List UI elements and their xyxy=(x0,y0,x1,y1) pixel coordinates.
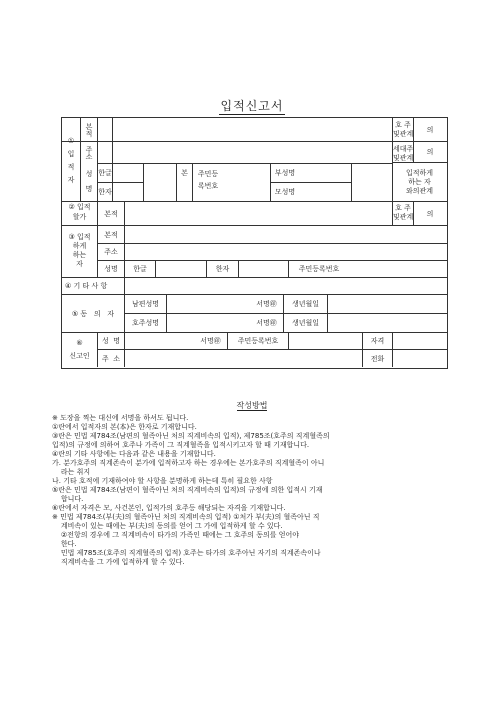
sec5-sign-2: 서명㊞ xyxy=(256,319,277,327)
sec2-bonjeok-label: 본적 xyxy=(104,209,118,218)
sec5-label: ⑤ 동 의 자 xyxy=(71,309,115,318)
sec1-jumin-label-1: 주민등 xyxy=(197,170,219,178)
sec5-wife-label: 호주성명 xyxy=(131,319,160,327)
sec1-hangeul-label: 한글 xyxy=(98,169,112,177)
sec3-jumin-label: 주민등록번호 xyxy=(298,265,340,273)
sec1-label-3: 자 xyxy=(67,176,75,184)
sec1-hoju-rel-1: 호 주 xyxy=(395,121,411,129)
instruction-line: ②전항의 경우에 그 직계비속이 타가의 가족인 때에는 그 호주의 동의를 얻어야 xyxy=(52,531,300,539)
sec3-bonjeok-label: 본적 xyxy=(104,230,118,239)
sec2-label-1: ② 입적 xyxy=(68,203,91,211)
sec1-father-label: 부성명 xyxy=(274,169,296,177)
sec1-ipjeok-rel-1: 입적하게 xyxy=(405,169,434,177)
sec6-jumin-label: 주민등록번호 xyxy=(237,337,279,345)
instruction-line: 라는 취지 xyxy=(52,468,91,476)
sec6-label: 신고인 xyxy=(69,352,90,360)
instruction-line: ⑥란에서 자격은 모, 사건본인, 입적가의 호주등 해당되는 자격을 기재합니다. xyxy=(52,504,286,512)
instructions-heading: 작성방법 xyxy=(236,401,268,410)
sec6-sign: 서명㊞ xyxy=(200,337,221,345)
sec1-label-1: 입 xyxy=(67,150,75,158)
sec6-jagyeok-label: 자격 xyxy=(370,337,385,345)
sec1-name-label-1: 성 xyxy=(85,170,93,178)
sec1-mother-label: 모성명 xyxy=(274,188,296,196)
sec6-name-label: 성 명 xyxy=(102,337,120,345)
instruction-line: 민법 제785조(호주의 직계혈족의 입적) 호주는 타가의 호주아닌 자기의 직계존속이나 xyxy=(52,549,321,557)
sec3-label-1: ③ 입적 xyxy=(68,233,91,241)
instruction-line: 합니다. xyxy=(52,495,84,503)
sec2-hoju-rel-2: 및관계 xyxy=(393,213,414,221)
sec3-juso-label: 주소 xyxy=(104,248,118,256)
sec5-sign-1: 서명㊞ xyxy=(256,300,277,308)
sec6-juso-label: 주 소 xyxy=(102,354,120,363)
sec1-sedae-rel-1: 세대주 xyxy=(393,145,414,153)
instruction-line: 계비속이 있는 때에는 부(夫)의 동의를 얻어 그 가에 입적하게 할 수 있다. xyxy=(52,522,283,530)
instruction-line: ⑤란은 민법 제784조(남편이 혈족아닌 처의 직계비속의 입적)의 규정에 의한 입적시 기재 xyxy=(52,486,323,494)
sec5-birth-1: 생년월일 xyxy=(291,300,320,308)
instruction-line: 가. 분가호주의 직계존속이 분가에 입적하고자 하는 경우에는 본가호주의 직계혈족이 아니 xyxy=(52,459,325,467)
sec3-label-4: 자 xyxy=(76,260,83,268)
sec6-phone-label: 전화 xyxy=(370,354,385,363)
sec1-bon-label: 본 xyxy=(181,169,188,177)
sec1-name-label-2: 명 xyxy=(85,185,93,193)
instruction-line: 한다. xyxy=(52,540,77,548)
sec3-hanja-label: 한자 xyxy=(215,265,230,273)
sec1-seal-1: 의 xyxy=(426,125,434,134)
sec1-hoju-rel-2: 및관계 xyxy=(393,130,414,138)
sec1-seal-2: 의 xyxy=(426,148,434,156)
instruction-line: ※ 도장을 찍는 대신에 서명을 하셔도 됩니다. xyxy=(52,414,189,422)
instruction-line: 입적)의 규정에 의하여 호주나 가족이 그 직계혈족을 입적시키고자 할 때 기재합니다. xyxy=(52,441,310,449)
sec1-ipjeok-rel-3: 와의관계 xyxy=(405,187,434,195)
sec2-label-2: 할가 xyxy=(72,213,87,221)
instruction-line: ※ 민법 제784조(부(夫)의 혈족아닌 처의 직계비속의 입적) ①처가 부(夫)의 혈족아닌 직 xyxy=(52,513,320,521)
sec6-number: ⑥ xyxy=(76,339,83,347)
sec3-hangeul-label: 한글 xyxy=(133,265,147,273)
form-title: 입적신고서 xyxy=(220,99,284,113)
sec5-husband-label: 남편성명 xyxy=(131,300,160,308)
instruction-line: ③란은 민법 제784조(남편의 혈족아닌 처의 직계비속의 입적), 제785조(호주의 직계혈족의 xyxy=(52,432,330,440)
sec4-label: ④ 기 타 사 항 xyxy=(65,282,108,290)
sec2-hoju-rel-1: 호 주 xyxy=(395,204,411,212)
sec1-juso-label: 주소 xyxy=(85,145,93,160)
sec1-hanja-label: 한자 xyxy=(98,188,112,196)
sec1-sedae-rel-2: 및관계 xyxy=(393,154,414,162)
sec1-bonjeok-label: 본적 xyxy=(85,122,93,137)
instruction-line: 나. 기타 호적에 기재하여야 할 사항을 분명하게 하는데 특히 필요한 사항 xyxy=(52,477,273,485)
sec3-label-2: 하게 xyxy=(72,242,87,250)
instruction-line: 직계비속을 그 가에 입적하게 할 수 있다. xyxy=(52,558,185,566)
instruction-line: ④란의 기타 사항에는 다음과 같은 내용을 기재합니다. xyxy=(52,450,216,458)
sec1-jumin-label-2: 록번호 xyxy=(197,182,219,190)
sec2-seal: 의 xyxy=(426,209,434,218)
sec3-name-label: 성명 xyxy=(104,265,118,273)
sec5-birth-2: 생년월일 xyxy=(291,319,320,327)
sec1-number: ① xyxy=(67,137,75,145)
sec3-label-3: 하는 xyxy=(72,251,87,259)
sec1-label-2: 적 xyxy=(67,163,75,171)
instruction-line: ①란에서 입적자의 본(本)은 한자로 기재합니다. xyxy=(52,423,197,431)
sec1-ipjeok-rel-2: 하는 자 xyxy=(408,178,431,186)
